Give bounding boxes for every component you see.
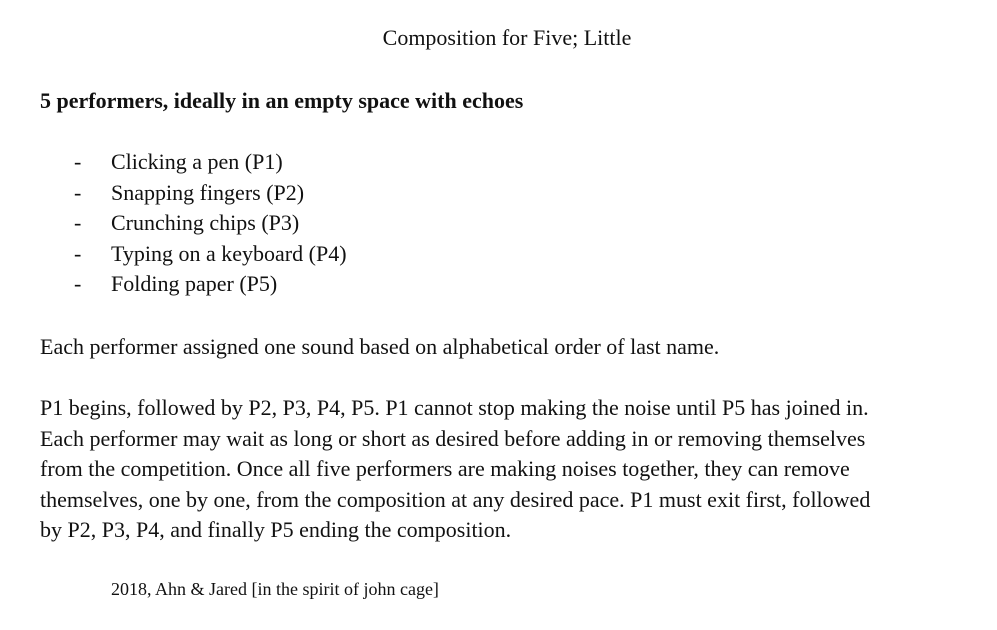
credit-line: 2018, Ahn & Jared [in the spirit of john cage] xyxy=(111,579,439,599)
paragraph-line: themselves, one by one, from the composition at any desired pace. P1 must exit first, followed xyxy=(40,486,871,512)
paragraph-line: P1 begins, followed by P2, P3, P4, P5. P1 cannot stop making the noise until P5 has joined in. xyxy=(40,395,869,420)
paragraph-line: Each performer may wait as long or short as desired before adding in or removing themselves xyxy=(40,425,866,451)
list-dash: - xyxy=(74,271,82,297)
list-dash: - xyxy=(74,210,82,236)
paragraph-line: from the competition. Once all five performers are making noises together, they can remove xyxy=(40,456,850,482)
list-dash: - xyxy=(74,149,82,174)
list-item xyxy=(74,240,347,271)
paragraph-line: by P2, P3, P4, and finally P5 ending the composition. xyxy=(40,517,512,543)
list-item xyxy=(74,209,347,240)
document-title: Composition for Five; Little xyxy=(382,25,632,50)
list-item-text: Snapping fingers (P2) xyxy=(111,179,305,205)
performer-list xyxy=(74,148,347,301)
list-item-text: Clicking a pen (P1) xyxy=(111,149,283,174)
list-item xyxy=(74,270,347,301)
paragraph-assignment: Each performer assigned one sound based on alphabetical order of last name. xyxy=(40,334,720,359)
document-subtitle: 5 performers, ideally in an empty space with echoes xyxy=(40,88,524,113)
list-item-text: Crunching chips (P3) xyxy=(111,210,300,236)
list-item xyxy=(74,148,347,179)
paragraph-instructions xyxy=(40,393,970,546)
list-item xyxy=(74,179,347,210)
list-dash: - xyxy=(74,179,82,205)
list-dash: - xyxy=(74,240,82,266)
list-item-text: Folding paper (P5) xyxy=(111,271,278,297)
list-item-text: Typing on a keyboard (P4) xyxy=(111,240,347,266)
